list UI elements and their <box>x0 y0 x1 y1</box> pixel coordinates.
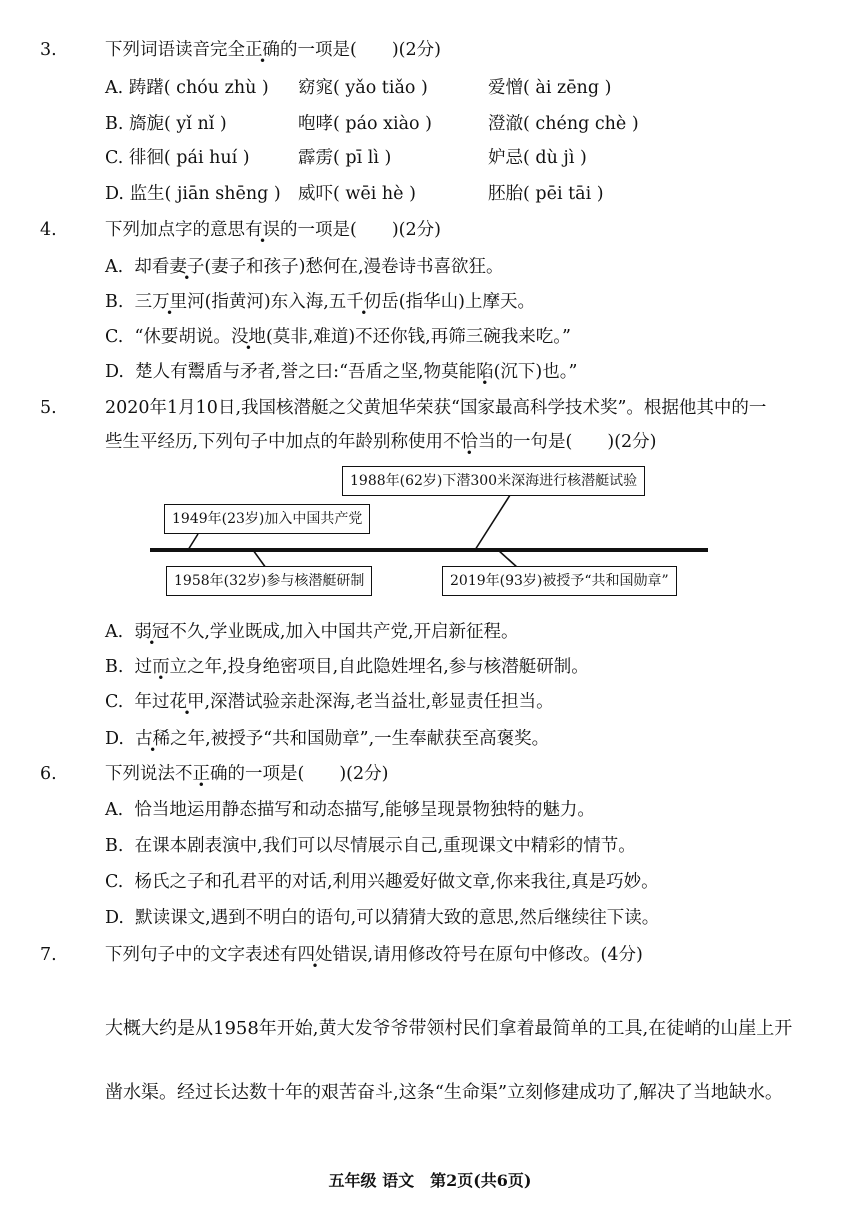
timeline-event-2019: 2019年(93岁)被授予“共和国勋章” <box>442 566 677 596</box>
option-c-3: 妒忌( dù jì ) <box>488 148 587 168</box>
emphasis-mark: 三万里河 <box>134 292 205 312</box>
timeline-event-1949: 1949年(23岁)加入中国共产党 <box>164 504 370 534</box>
option-b-3: 澄澈( chéng chè ) <box>488 114 639 134</box>
q5-option-c: C. 年过花甲,深潜试验亲赴深海,老当益壮,彰显责任担当。 <box>105 692 554 712</box>
q6-option-b: B. 在课本剧表演中,我们可以尽情展示自己,重现课文中精彩的情节。 <box>105 836 636 856</box>
q7-passage-line-1: 大概大约是从1958年开始,黄大发爷爷带领村民们拿着最简单的工具,在徒峭的山崖上开 <box>105 1018 793 1039</box>
q6-option-a: A. 恰当地运用静态描写和动态描写,能够呈现景物独特的魅力。 <box>105 800 595 820</box>
q6-option-d: D. 默读课文,遇到不明白的语句,可以猜猜大致的意思,然后继续往下读。 <box>105 908 660 928</box>
option-c-1: C. 徘徊( pái huí ) <box>105 148 250 168</box>
emphasis-mark: 有误 <box>245 220 280 240</box>
option-b-2: 咆哮( páo xiào ) <box>298 114 432 134</box>
question-stem-line-1: 2020年1月10日,我国核潜艇之父黄旭华荣获“国家最高科学技术奖”。根据他其中的一 <box>105 398 767 418</box>
emphasis-mark: 五千仞岳 <box>328 292 399 312</box>
question-stem: 下列词语读音完全正确的一项是( )(2分) <box>105 40 441 60</box>
page-footer: 五年级 语文 第2页(共6页) <box>328 1171 532 1190</box>
emphasis-mark: 陷 <box>476 362 494 382</box>
timeline-event-1958: 1958年(32岁)参与核潜艇研制 <box>166 566 372 596</box>
emphasis-mark: 不恰当 <box>443 432 496 452</box>
emphasis-mark: 正确 <box>245 40 280 60</box>
emphasis-mark: 古稀 <box>135 729 171 749</box>
question-number: 6. <box>40 764 57 784</box>
option-d-3: 胚胎( pēi tāi ) <box>488 184 604 204</box>
emphasis-mark: 花甲 <box>169 692 205 712</box>
option-a-1: A. 踌躇( chóu zhù ) <box>105 78 269 98</box>
question-number: 3. <box>40 40 57 60</box>
q4-option-c: C. “休要胡说。没地(莫非,难道)不还你钱,再筛三碗我来吃。” <box>105 327 571 347</box>
question-stem: 下列加点字的意思有误的一项是( )(2分) <box>105 220 441 240</box>
option-a-2: 窈窕( yǎo tiǎo ) <box>298 78 428 98</box>
timeline-diagram <box>140 462 720 612</box>
q4-option-a: A. 却看妻子(妻子和孩子)愁何在,漫卷诗书喜欲狂。 <box>105 257 504 277</box>
emphasis-mark: 没地 <box>230 327 266 347</box>
timeline-event-1988: 1988年(62岁)下潜300米深海进行核潜艇试验 <box>342 466 645 496</box>
question-5-line-2: 些生平经历,下列句子中加点的年龄别称使用不恰当的一句是( )(2分) <box>105 432 657 452</box>
emphasis-mark: 四处 <box>297 945 333 965</box>
emphasis-mark: 过而立 <box>134 657 188 677</box>
option-d-1: D. 监生( jiān shēng ) <box>105 184 281 204</box>
option-a-3: 爱憎( ài zēng ) <box>488 78 612 98</box>
q5-option-b: B. 过而立之年,投身绝密项目,自此隐姓埋名,参与核潜艇研制。 <box>105 657 589 677</box>
option-d-2: 威吓( wēi hè ) <box>298 184 416 204</box>
option-c-2: 霹雳( pī lì ) <box>298 148 392 168</box>
question-number: 7. <box>40 945 57 965</box>
q5-option-a: A. 弱冠不久,学业既成,加入中国共产党,开启新征程。 <box>105 622 519 642</box>
question-stem: 下列句子中的文字表述有四处错误,请用修改符号在原句中修改。(4分) <box>105 945 643 965</box>
emphasis-mark: 不正确 <box>175 764 228 784</box>
q5-option-d: D. 古稀之年,被授予“共和国勋章”,一生奉献获至高褒奖。 <box>105 729 550 749</box>
question-number: 5. <box>40 398 57 418</box>
question-stem: 下列说法不正确的一项是( )(2分) <box>105 764 389 784</box>
q6-option-c: C. 杨氏之子和孔君平的对话,利用兴趣爱好做文章,你来我往,真是巧妙。 <box>105 872 659 892</box>
q7-passage-line-2: 凿水渠。经过长达数十年的艰苦奋斗,这条“生命渠”立刻修建成功了,解决了当地缺水。 <box>105 1082 783 1103</box>
emphasis-mark: 弱冠 <box>134 622 170 642</box>
option-b-1: B. 旖旎( yǐ nǐ ) <box>105 114 227 134</box>
question-number: 4. <box>40 220 57 240</box>
emphasis-mark: 妻子 <box>169 257 205 277</box>
q4-option-d: D. 楚人有鬻盾与矛者,誉之曰:“吾盾之坚,物莫能陷(沉下)也。” <box>105 362 578 382</box>
q4-option-b: B. 三万里河(指黄河)东入海,五千仞岳(指华山)上摩天。 <box>105 292 535 312</box>
